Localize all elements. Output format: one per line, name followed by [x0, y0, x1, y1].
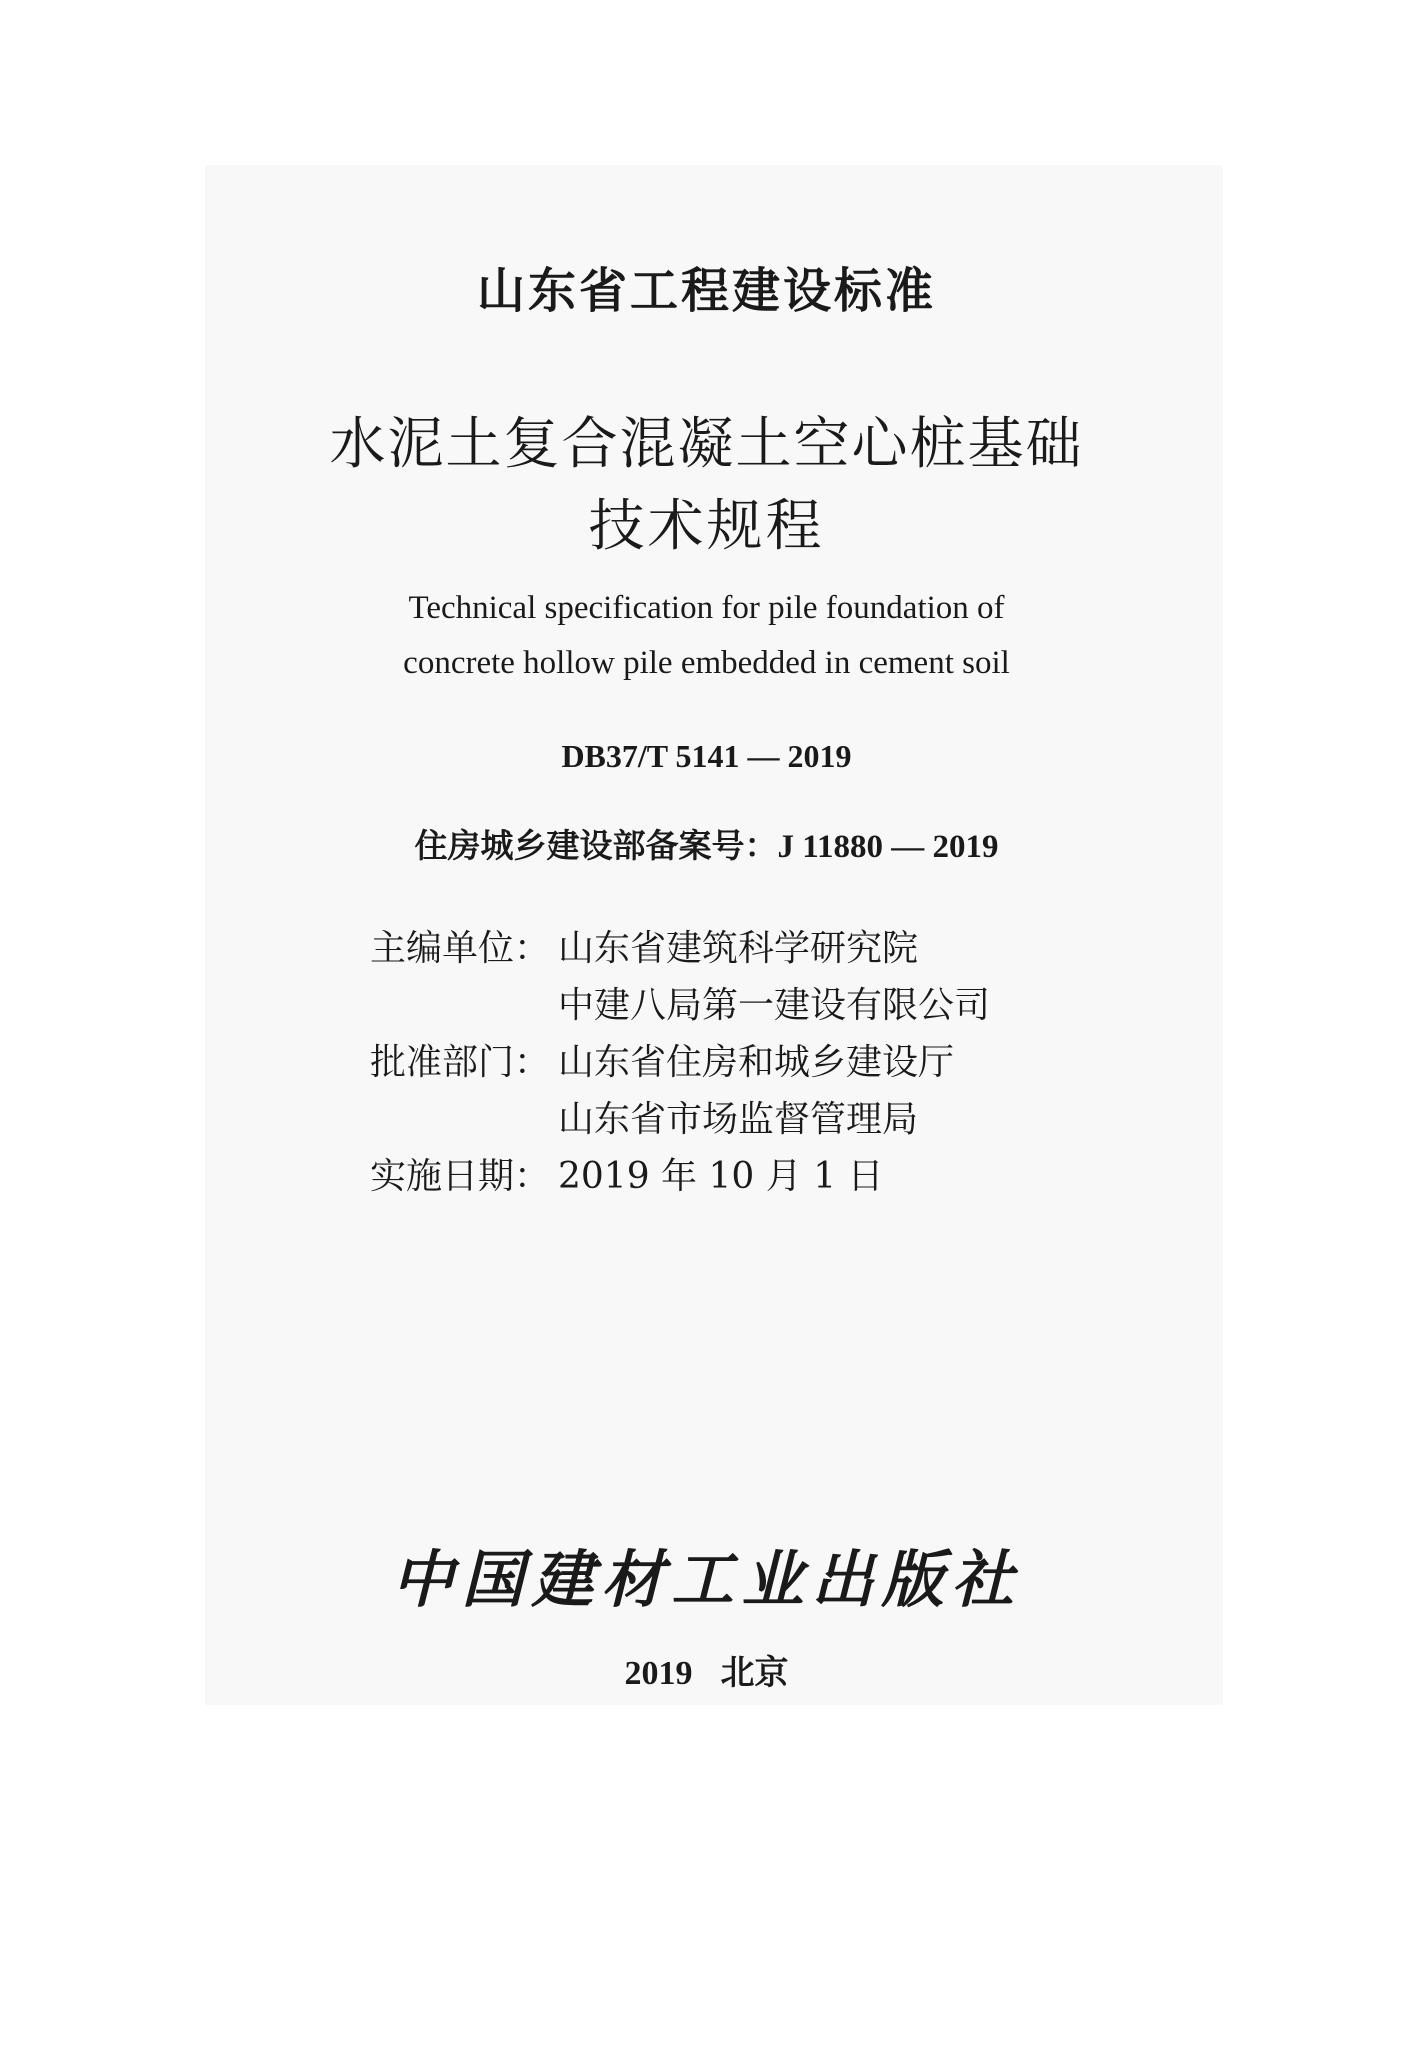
english-title-line-1: Technical specification for pile foundation of [408, 590, 1005, 626]
approver-dept-2: 山东省市场监督管理局 [558, 1099, 919, 1140]
editor-unit-2: 中建八局第一建设有限公司 [558, 985, 991, 1026]
effective-date-row [370, 1148, 990, 1205]
approver-row [370, 1034, 990, 1091]
imprint-line [0, 1645, 1413, 1694]
editor-label: 主编单位： [370, 928, 551, 969]
approver-label: 批准部门： [370, 1042, 551, 1083]
editor-row [370, 920, 990, 977]
publisher-logo-calligraphy: 中国建材工业出版社 [391, 1543, 1022, 1616]
record-number-line [0, 820, 1413, 867]
standard-series-heading: 山东省工程建设标准 [476, 263, 936, 319]
editor-row-continued [370, 977, 990, 1034]
imprint-city: 北京 [720, 1653, 789, 1693]
record-number-label: 住房城乡建设部备案号： [414, 826, 778, 865]
approver-row-continued [370, 1091, 990, 1148]
record-number-value: J 11880 — 2019 [777, 829, 999, 865]
document-info-block [370, 920, 990, 1205]
editor-unit-1: 山东省建筑科学研究院 [558, 928, 919, 969]
standard-code: DB37/T 5141 — 2019 [561, 738, 852, 774]
imprint-year: 2019 [624, 1655, 693, 1692]
effective-date-value: 2019 年 10 月 1 日 [558, 1156, 884, 1197]
document-title-line-2: 技术规程 [588, 494, 825, 559]
english-title-line-2: concrete hollow pile embedded in cement soil [403, 645, 1010, 681]
approver-dept-1: 山东省住房和城乡建设厅 [558, 1042, 955, 1083]
effective-date-label: 实施日期： [370, 1156, 551, 1197]
document-title-line-1: 水泥土复合混凝土空心桩基础 [329, 412, 1084, 477]
